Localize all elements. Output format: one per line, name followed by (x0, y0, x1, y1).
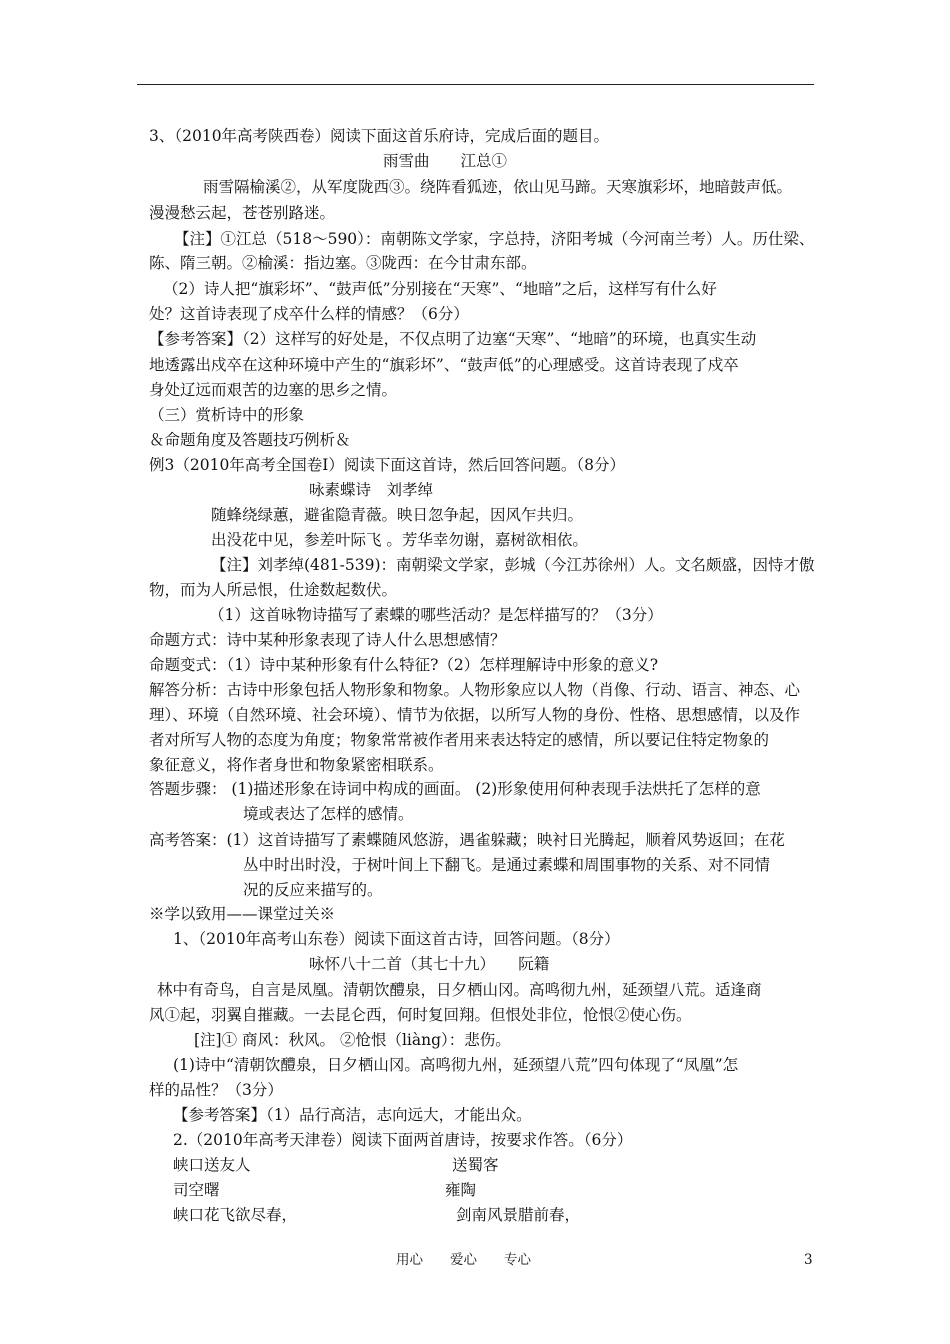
answer-paragraph: 【参考答案】（1）品行高洁，志向远大，才能出众。 (173, 1106, 532, 1124)
section-heading: ※学以致用——课堂过关※ (149, 905, 336, 923)
answer-paragraph: 身处辽远而艰苦的边塞的思乡之情。 (149, 381, 398, 399)
question-text: （1）这首咏物诗描写了素蝶的哪些活动？是怎样描写的？（3分） (209, 606, 663, 624)
poem-text-line: 漫漫愁云起，苍苍别路迷。 (149, 204, 336, 222)
question-text: 处？这首诗表现了戍卒什么样的情感？（6分） (149, 305, 469, 323)
poem-title-yongsudie: 咏素蝶诗 刘孝绰 (309, 481, 434, 499)
poem-title-songshuke: 送蜀客 (452, 1156, 499, 1174)
question-3-heading: 3、（2010年高考陕西卷）阅读下面这首乐府诗，完成后面的题目。 (149, 127, 610, 145)
steps-paragraph: 境或表达了怎样的感情。 (243, 805, 414, 823)
poem-author-sikongshu: 司空曙 (173, 1181, 220, 1199)
exam-answer-paragraph: 高考答案：(1）这首诗描写了素蝶随风悠游，遇雀躲藏；映衬日光腾起，顺着风势返回；在花 (149, 831, 785, 849)
poem-text-line: 随蜂绕绿蕙，避雀隐青薇。映日忽争起，因风乍共归。 (211, 506, 584, 524)
poem-text-line: 峡口花飞欲尽春， (173, 1206, 298, 1224)
analysis-paragraph: 者对所写人物的态度为角度；物象常常被作者用来表达特定的感情，所以要记住特定物象的 (149, 731, 770, 749)
poem-text-line: 风①起，羽翼自摧藏。一去昆仑西，何时复回翔。但恨处非位，怆恨②使心伤。 (149, 1006, 692, 1024)
section-subheading: ＆命题角度及答题技巧例析＆ (149, 431, 351, 449)
answer-paragraph: 地透露出戍卒在这种环境中产生的“旗彩坏”、“鼓声低”的心理感受。这首诗表现了戍卒 (149, 356, 739, 374)
note-paragraph: [注]① 商风：秋风。 ②怆恨（liàng）：悲伤。 (194, 1031, 511, 1049)
exam-answer-paragraph: 况的反应来描写的。 (243, 881, 383, 899)
question-text: （2）诗人把“旗彩坏”、“鼓声低”分别接在“天寒”、“地暗”之后，这样写有什么好 (163, 280, 717, 298)
analysis-paragraph: 解答分析：古诗中形象包括人物形象和物象。人物形象应以人物（肖像、行动、语言、神态、心 (149, 681, 801, 699)
note-paragraph: 陈、隋三朝。②榆溪：指边塞。③陇西：在今甘肃东部。 (149, 254, 537, 272)
poem-title-yuxuequ: 雨雪曲 江总① (383, 152, 508, 170)
poem-text-line: 出没花中见，参差叶际飞 。芳华幸勿谢，嘉树欲相依。 (211, 531, 588, 549)
footer-motto: 用心 爱心 专心 (396, 1252, 531, 1268)
example-3-heading: 例3（2010年高考全国卷Ⅰ）阅读下面这首诗，然后回答问题。（8分） (149, 456, 626, 474)
question-text: (1)诗中“清朝饮醴泉，日夕栖山冈。高鸣彻九州，延颈望八荒”四句体现了“凤凰”怎 (173, 1056, 739, 1074)
poem-text-line: 剑南风景腊前春， (456, 1206, 581, 1224)
question-text: 样的品性？（3分） (149, 1081, 283, 1099)
note-paragraph: 物，而为人所忌恨，仕途数起数伏。 (149, 581, 398, 599)
poem-title-xiakou: 峡口送友人 (173, 1156, 251, 1174)
poem-text-line: 雨雪隔榆溪②，从军度陇西③。绕阵看狐迹，依山见马蹄。天寒旗彩坏，地暗鼓声低。 (203, 178, 793, 196)
poem-title-yonghuai: 咏怀八十二首（其七十九） 阮籍 (309, 955, 550, 973)
exam-answer-paragraph: 丛中时出时没，于树叶间上下翻飞。是通过素蝶和周围事物的关系、对不同情 (243, 856, 771, 874)
analysis-paragraph: 象征意义，将作者身世和物象紧密相联系。 (149, 756, 444, 774)
steps-paragraph: 答题步骤： (1)描述形象在诗词中构成的画面。 (2)形象使用何种表现手法烘托了怎样的意 (149, 780, 761, 798)
analysis-line: 命题变式：（1）诗中某种形象有什么特征?（2）怎样理解诗中形象的意义? (149, 656, 659, 674)
analysis-paragraph: 理）、环境（自然环境、社会环境）、情节为依据，以所写人物的身份、性格、思想感情，以及作 (149, 706, 801, 724)
note-paragraph: 【注】①江总（518～590）：南朝陈文学家，字总持，济阳考城（今河南兰考）人。历仕梁、 (174, 230, 815, 248)
header-rule (137, 84, 814, 85)
poem-text-line: 林中有奇鸟，自言是凤凰。清朝饮醴泉，日夕栖山冈。高鸣彻九州，延颈望八荒。适逢商 (157, 981, 762, 999)
question-2-heading: 2.（2010年高考天津卷）阅读下面两首唐诗，按要求作答。（6分） (173, 1131, 633, 1149)
question-1-heading: 1、（2010年高考山东卷）阅读下面这首古诗，回答问题。（8分） (173, 930, 620, 948)
answer-paragraph: 【参考答案】（2）这样写的好处是，不仅点明了边塞“天寒”、“地暗”的环境，也真实生动 (149, 330, 757, 348)
analysis-line: 命题方式：诗中某种形象表现了诗人什么思想感情？ (149, 631, 506, 649)
section-heading: （三）赏析诗中的形象 (149, 406, 305, 424)
note-paragraph: 【注】刘孝绰(481-539)：南朝梁文学家，彭城（今江苏徐州）人。文名颇盛，因恃才傲 (211, 556, 815, 574)
page-number: 3 (804, 1252, 813, 1268)
poem-author-yongtao: 雍陶 (445, 1181, 477, 1199)
